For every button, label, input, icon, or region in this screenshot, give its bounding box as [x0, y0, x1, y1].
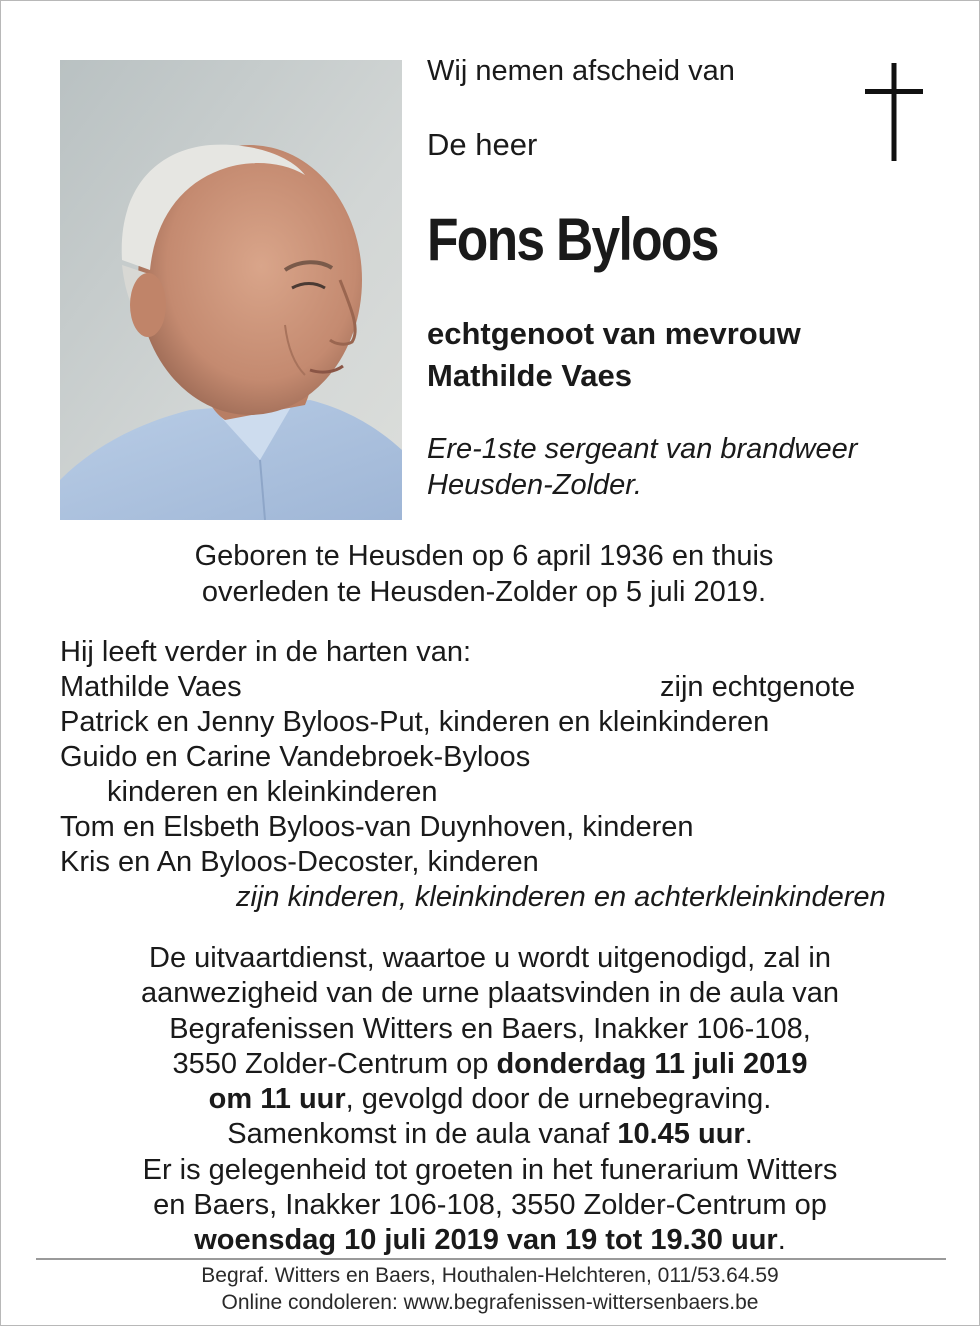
- service-line-6: [1, 1117, 979, 1152]
- visitation-time: woensdag 10 juli 2019 van 19 tot 19.30 uur: [194, 1224, 778, 1257]
- relative-line-2: Guido en Carine Vandebroek-Byloos: [60, 741, 531, 773]
- service-line-5: [1, 1082, 979, 1117]
- footer-line-2: Online condoleren: www.begrafenissen-wittersenbaers.be: [221, 1291, 759, 1314]
- relative-line-2b: kinderen en kleinkinderen: [107, 776, 438, 808]
- service-time: om 11 uur: [208, 1083, 346, 1116]
- service-line-4-text: 3550 Zolder-Centrum op: [172, 1047, 497, 1080]
- relative-line-3: Tom en Elsbeth Byloos-van Duynhoven, kinderen: [60, 811, 694, 843]
- service-line-5-text: , gevolgd door de urnebegraving.: [345, 1083, 772, 1116]
- service-line-4: [1, 1047, 979, 1082]
- portrait-photo: [60, 60, 402, 520]
- cross-icon: [865, 63, 923, 161]
- relative-line-4: Kris en An Byloos-Decoster, kinderen: [60, 846, 539, 878]
- footer-line-1: Begraf. Witters en Baers, Houthalen-Helchteren, 011/53.64.59: [201, 1264, 779, 1287]
- footer-divider: [36, 1258, 946, 1260]
- birth-line-2: overleden te Heusden-Zolder op 5 juli 2019.: [201, 576, 767, 608]
- portrait-illustration: [60, 60, 402, 520]
- footer: [1, 1262, 979, 1316]
- relative-spouse-role: zijn echtgenote: [660, 671, 856, 703]
- service-line-6-text: Samenkomst in de aula vanaf: [227, 1118, 618, 1151]
- service-line-7: Er is gelegenheid tot groeten in het funerarium Witters: [142, 1153, 838, 1186]
- service-line-2: aanwezigheid van de urne plaatsvinden in de aula van: [140, 977, 840, 1010]
- relative-line-1: Patrick en Jenny Byloos-Put, kinderen en kleinkinderen: [60, 706, 770, 738]
- service-line-3: Begrafenissen Witters en Baers, Inakker 106-108,: [169, 1012, 811, 1045]
- rank-block: [427, 431, 857, 503]
- spouse-line-1: echtgenoot van mevrouw: [427, 316, 801, 351]
- service-line-1: De uitvaartdienst, waartoe u wordt uitgenodigd, zal in: [149, 942, 831, 974]
- relatives-heading: Hij leeft verder in de harten van:: [60, 636, 472, 668]
- service-line-6-end: .: [744, 1118, 753, 1151]
- service-date: donderdag 11 juli 2019: [496, 1047, 808, 1080]
- deceased-name: Fons Byloos: [427, 206, 718, 273]
- relative-spouse-name: Mathilde Vaes: [60, 671, 242, 703]
- birth-line-1: Geboren te Heusden op 6 april 1936 en thuis: [194, 540, 774, 572]
- service-line-9-end: .: [777, 1224, 786, 1257]
- spouse-block: [427, 313, 801, 397]
- spouse-line-2: Mathilde Vaes: [427, 358, 633, 393]
- relative-closing: zijn kinderen, kleinkinderen en achterkleinkinderen: [236, 881, 886, 913]
- gathering-time: 10.45 uur: [617, 1118, 745, 1151]
- title-prefix: De heer: [427, 127, 538, 162]
- rank-line-1: Ere-1ste sergeant van brandweer: [427, 433, 858, 465]
- rank-line-2: Heusden-Zolder.: [427, 469, 642, 501]
- service-line-9: [1, 1223, 979, 1258]
- intro-text: Wij nemen afscheid van: [427, 55, 735, 87]
- service-details: [1, 941, 979, 1259]
- birth-death-block: [1, 538, 967, 610]
- service-line-8: en Baers, Inakker 106-108, 3550 Zolder-Centrum op: [153, 1189, 827, 1222]
